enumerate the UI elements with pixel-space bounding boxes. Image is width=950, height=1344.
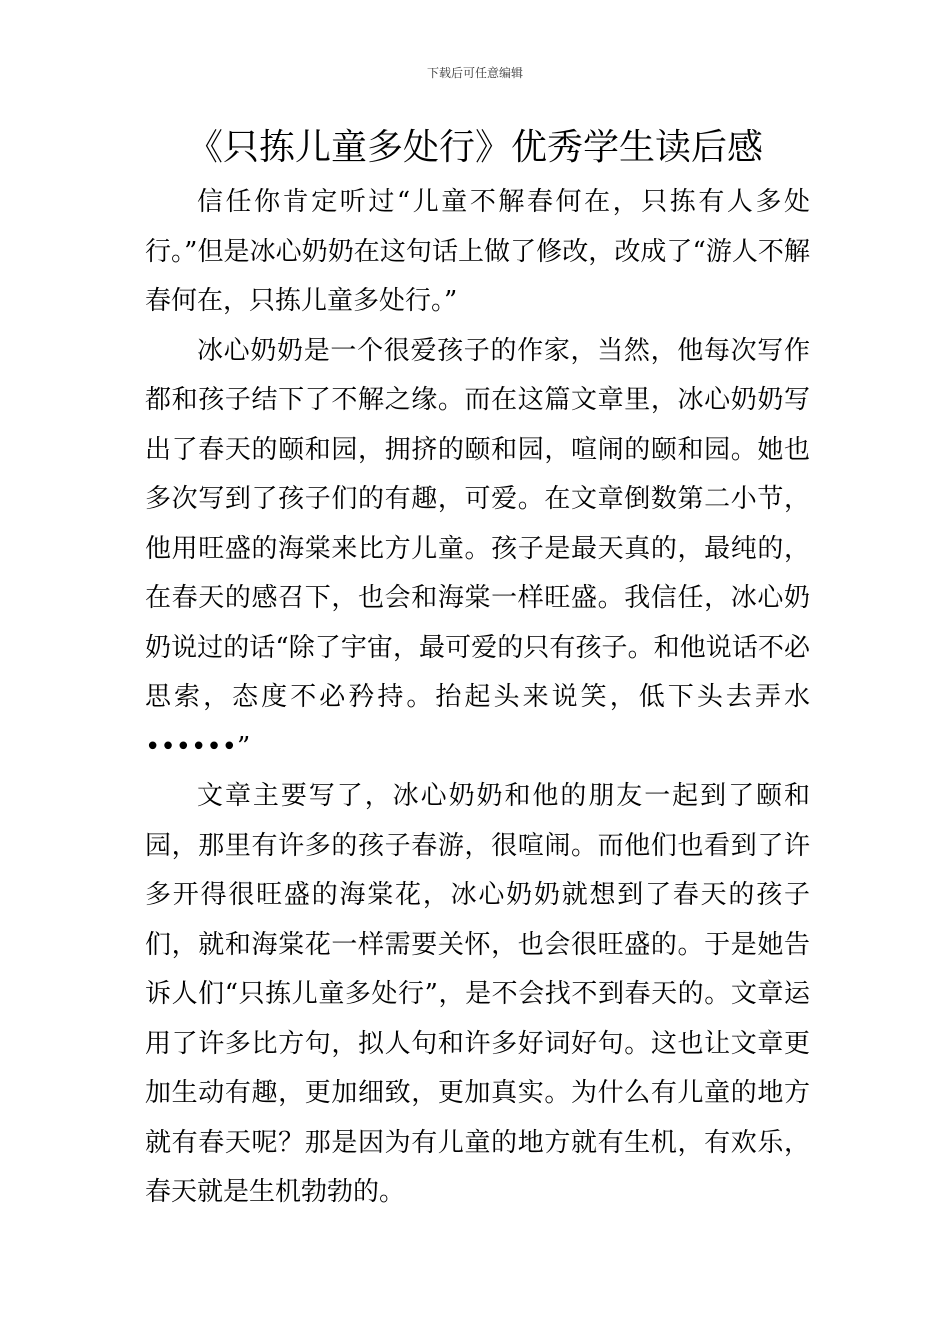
paragraph-2: 冰心奶奶是一个很爱孩子的作家，当然，他每次写作都和孩子结下了不解之缘。而在这篇文章里，冰心奶奶写出了春天的颐和园，拥挤的颐和园，喧闹的颐和园。她也多次写到了孩子们的有趣，可爱。在文章倒数第二小节，他用旺盛的海棠来比方儿童。孩子是最天真的，最纯的，在春天的感召下，也会和海棠一样旺盛。我信任，冰心奶奶说过的话“除了宇宙，最可爱的只有孩子。和他说话不必思索，态度不必矜持。抬起头来说笑，低下头去弄水••••••” bbox=[145, 335, 810, 762]
document-title: 《只拣儿童多处行》优秀学生读后感 bbox=[186, 127, 763, 168]
header-note: 下载后可任意编辑 bbox=[426, 66, 523, 80]
paragraph-1: 信任你肯定听过“儿童不解春何在，只拣有人多处行。”但是冰心奶奶在这句话上做了修改，改成了“游人不解春何在，只拣儿童多处行。” bbox=[145, 187, 810, 316]
paragraph-3: 文章主要写了，冰心奶奶和他的朋友一起到了颐和园，那里有许多的孩子春游，很喧闹。而他们也看到了许多开得很旺盛的海棠花，冰心奶奶就想到了春天的孩子们，就和海棠花一样需要关怀，也会很旺盛的。于是她告诉人们“只拣儿童多处行”，是不会找不到春天的。文章运用了许多比方句，拟人句和许多好词好句。这也让文章更加生动有趣，更加细致，更加真实。为什么有儿童的地方就有春天呢？那是因为有儿童的地方就有生机，有欢乐，春天就是生机勃勃的。 bbox=[145, 781, 810, 1207]
document-body bbox=[145, 178, 810, 1218]
